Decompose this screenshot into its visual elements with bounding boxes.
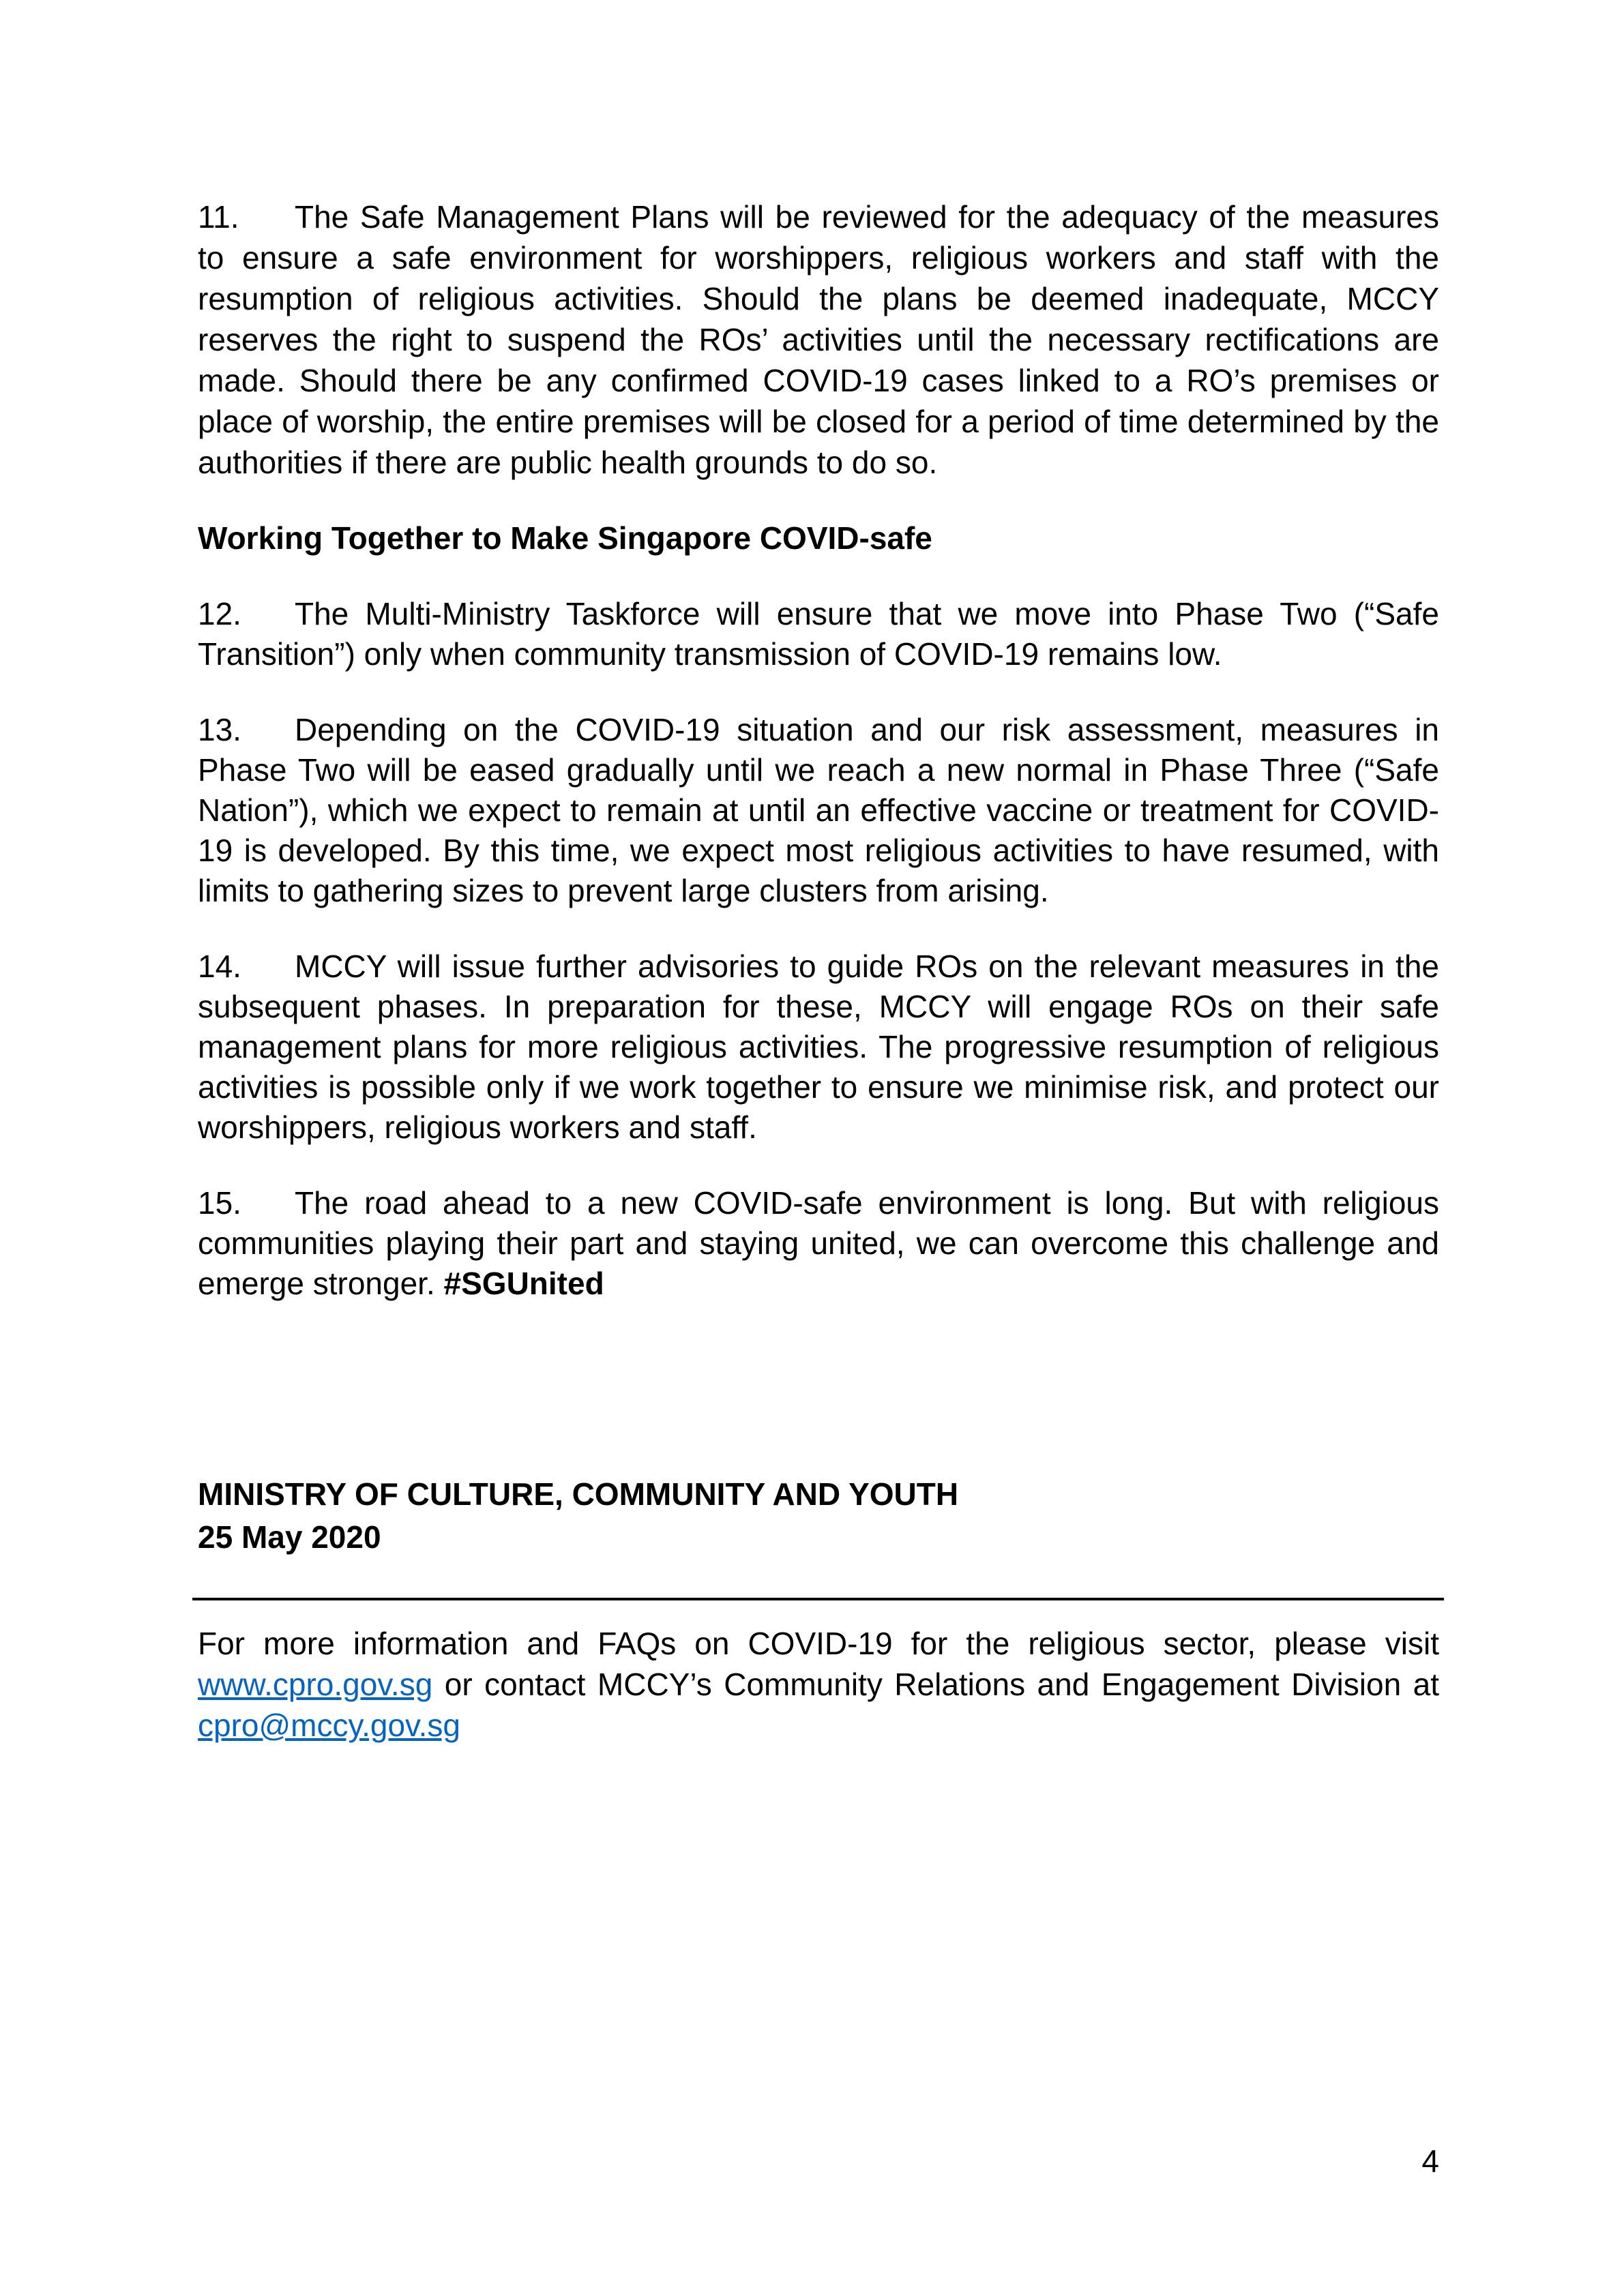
contact-text-middle: or contact MCCY’s Community Relations and Engagement Division at	[432, 1667, 1439, 1702]
paragraph-text: The Safe Management Plans will be reviewed for the adequacy of the measures to ensure a safe environment for worshippers, religious workers and staff with the resumption of religious activities. Should the plans be deemed inadequate, MCCY reserves the right to suspend the ROs’ activities until the necessary rectifications are made. Should there be any confirmed COVID-19 cases linked to a RO’s premises or place of worship, the entire premises will be closed for a period of time determined by the authorities if there are public health grounds to do so.	[198, 199, 1439, 480]
paragraph-12	[198, 594, 1439, 674]
hashtag: #SGUnited	[443, 1266, 604, 1301]
paragraph-number: 15.	[198, 1185, 241, 1221]
contact-note	[198, 1623, 1439, 1746]
paragraph-text: MCCY will issue further advisories to guide ROs on the relevant measures in the subsequent phases. In preparation for these, MCCY will engage ROs on their safe management plans for more religious activities. The progressive resumption of religious activities is possible only if we work together to ensure we minimise risk, and protect our worshippers, religious workers and staff.	[198, 949, 1439, 1145]
email-link[interactable]: cpro@mccy.gov.sg	[198, 1708, 460, 1743]
paragraph-13	[198, 710, 1439, 911]
paragraph-text: The road ahead to a new COVID-safe environment is long. But with religious communities playing their part and staying united, we can overcome this challenge and emerge stronger.	[198, 1185, 1439, 1301]
contact-text-before: For more information and FAQs on COVID-19 for the religious sector, please visit	[198, 1626, 1439, 1661]
paragraph-number: 14.	[198, 949, 241, 984]
paragraph-text: The Multi-Ministry Taskforce will ensure that we move into Phase Two (“Safe Transition”) only when community transmission of COVID-19 remains low.	[198, 596, 1439, 672]
paragraph-15	[198, 1183, 1439, 1304]
paragraph-number: 12.	[198, 596, 241, 631]
release-date: 25 May 2020	[198, 1519, 381, 1555]
document-body	[198, 196, 1439, 1339]
page-number: 4	[1421, 2143, 1439, 2179]
paragraph-text: Depending on the COVID-19 situation and our risk assessment, measures in Phase Two will be eased gradually until we reach a new normal in Phase Three (“Safe Nation”), which we expect to remain at until an effective vaccine or treatment for COVID-19 is developed. By this time, we expect most religious activities to have resumed, with limits to gathering sizes to prevent large clusters from arising.	[198, 712, 1439, 908]
horizontal-divider	[192, 1598, 1444, 1600]
paragraph-11	[198, 196, 1439, 483]
signature-block	[198, 1473, 958, 1559]
section-heading: Working Together to Make Singapore COVID-safe	[198, 520, 932, 556]
paragraph-14	[198, 946, 1439, 1148]
website-link[interactable]: www.cpro.gov.sg	[198, 1667, 433, 1702]
paragraph-number: 13.	[198, 712, 241, 747]
paragraph-number: 11.	[198, 199, 239, 235]
ministry-name: MINISTRY OF CULTURE, COMMUNITY AND YOUTH	[198, 1476, 959, 1512]
